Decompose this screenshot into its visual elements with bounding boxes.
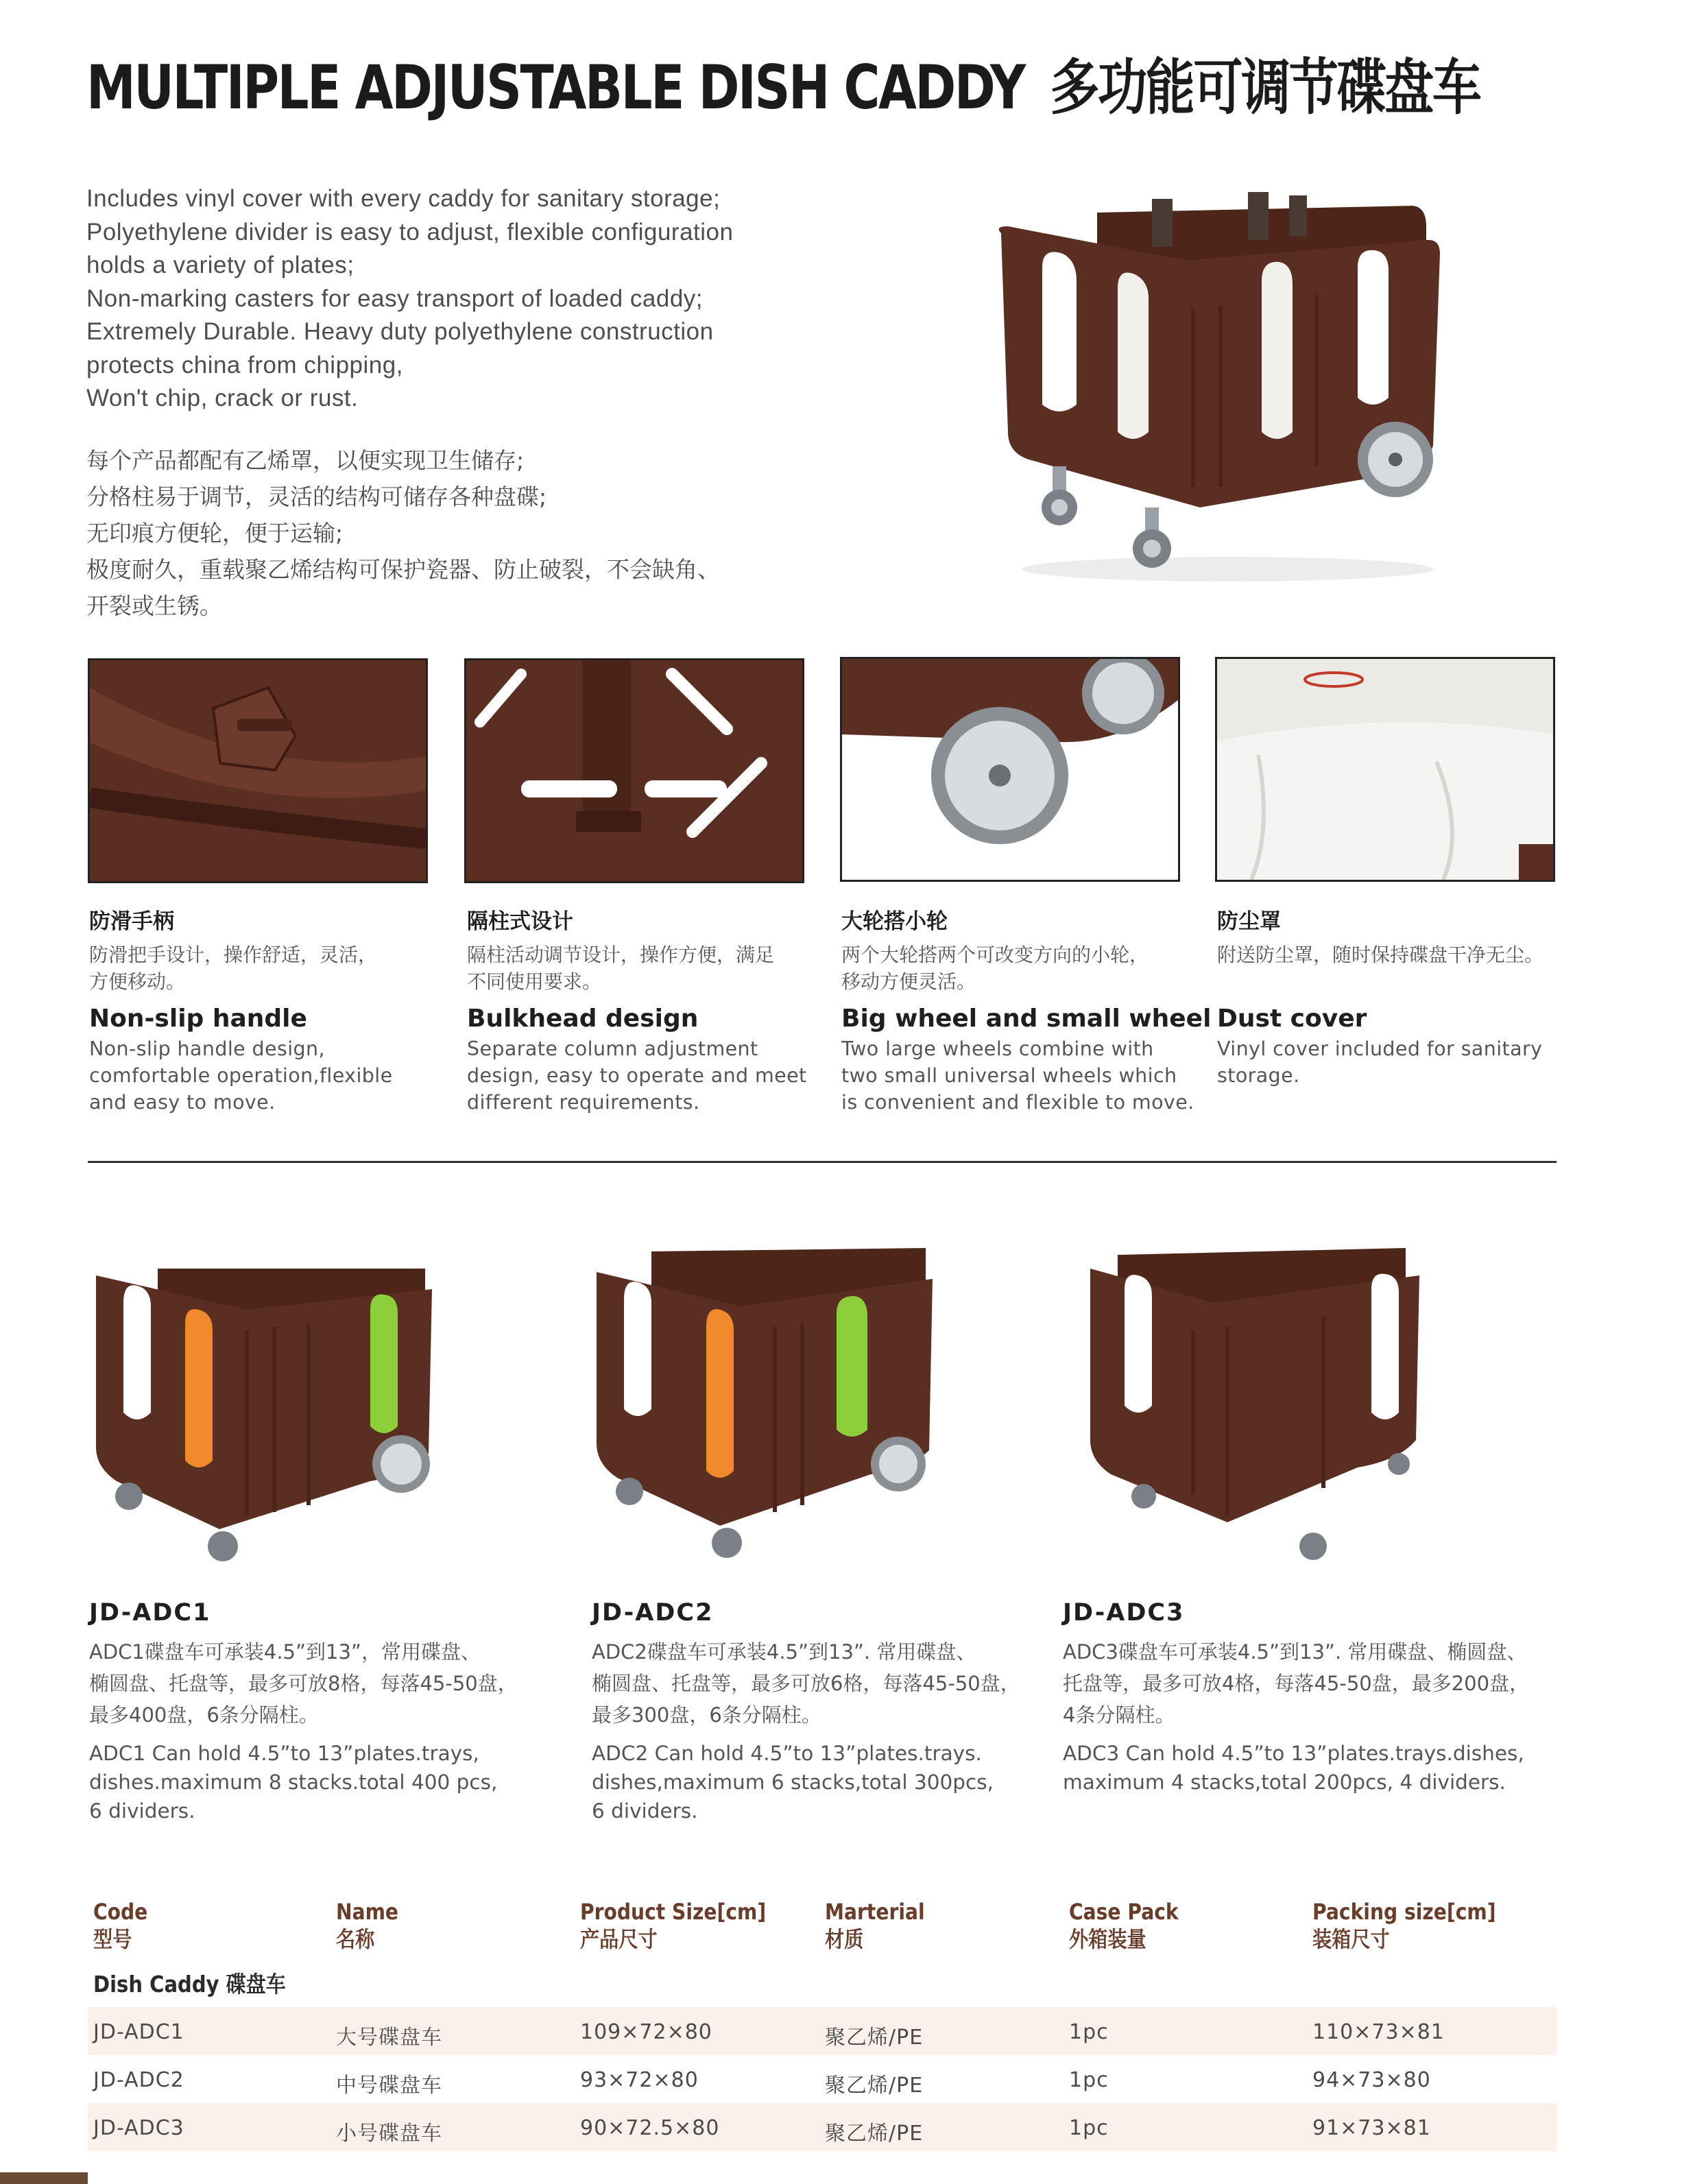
cell-case-pack: 1pc <box>1069 2068 1109 2092</box>
feature-title-cn: 防尘罩 <box>1217 909 1281 934</box>
model-desc-cn <box>592 1636 1085 1731</box>
feature-title-en: Dust cover <box>1217 1005 1367 1033</box>
cell-name: 小号碟盘车 <box>336 2122 442 2146</box>
cell-material: 聚乙烯/PE <box>825 2026 924 2050</box>
desc-line: 两个大轮搭两个可改变方向的小轮， <box>841 944 1149 966</box>
th-material <box>825 1898 925 1953</box>
desc-line: 椭圆盘、托盘等，最多可放6格，每落45-50盘， <box>592 1672 1020 1695</box>
desc-line: 托盘等，最多可放4格，每落45-50盘，最多200盘， <box>1063 1672 1530 1695</box>
feature-title-cn: 大轮搭小轮 <box>841 909 948 934</box>
model-desc-en <box>1063 1739 1577 1797</box>
desc-line: dishes.maximum 8 stacks.total 400 pcs, <box>89 1771 498 1794</box>
desc-line: storage. <box>1217 1064 1300 1087</box>
model-adc1 <box>89 1599 583 1825</box>
feature-dust-cover <box>1217 904 1574 1089</box>
cell-case-pack: 1pc <box>1069 2020 1109 2044</box>
desc-line: Separate column adjustment <box>467 1037 758 1060</box>
intro-chinese <box>86 442 854 624</box>
desc-line: maximum 4 stacks,total 200pcs, 4 dividers. <box>1063 1771 1506 1794</box>
desc-line: 6 dividers. <box>89 1799 195 1823</box>
th-name <box>336 1898 398 1953</box>
model-desc-cn <box>1063 1636 1577 1731</box>
model-adc3 <box>1063 1599 1577 1797</box>
feature-title-en: Bulkhead design <box>467 1005 699 1033</box>
model-adc3-image <box>1077 1234 1433 1563</box>
cell-case-pack: 1pc <box>1069 2116 1109 2140</box>
desc-line: 最多300盘，6条分隔柱。 <box>592 1703 821 1727</box>
desc-line: 最多400盘，6条分隔柱。 <box>89 1703 319 1727</box>
table-row <box>88 2103 1557 2151</box>
feature-desc-en <box>89 1035 446 1116</box>
desc-line: Vinyl cover included for sanitary <box>1217 1037 1543 1060</box>
cell-material: 聚乙烯/PE <box>825 2074 924 2098</box>
desc-line: 隔柱活动调节设计，操作方便，满足 <box>467 944 775 966</box>
feature-desc-en <box>841 1035 1212 1116</box>
th-cn: 名称 <box>336 1926 375 1952</box>
model-code: JD-ADC1 <box>89 1599 211 1627</box>
dust-cover-photo <box>1215 657 1555 882</box>
desc-line: ADC1碟盘车可承装4.5”到13”，常用碟盘、 <box>89 1640 481 1664</box>
th-en: Code <box>93 1899 148 1925</box>
desc-line: comfortable operation,flexible <box>89 1064 393 1087</box>
cell-name: 中号碟盘车 <box>336 2074 442 2098</box>
desc-line: ADC3 Can hold 4.5”to 13”plates.trays.dishes, <box>1063 1742 1524 1765</box>
desc-line: Non-slip handle design, <box>89 1037 325 1060</box>
intro-en-line: Won't chip, crack or rust. <box>86 385 359 411</box>
desc-line: 方便移动。 <box>89 970 186 993</box>
handle-photo <box>88 658 428 883</box>
intro-cn-line: 每个产品都配有乙烯罩，以便实现卫生储存; <box>86 447 525 474</box>
model-code: JD-ADC3 <box>1063 1599 1185 1627</box>
th-cn: 材质 <box>825 1926 864 1952</box>
th-cn: 产品尺寸 <box>580 1926 658 1952</box>
desc-line: 附送防尘罩，随时保持碟盘干净无尘。 <box>1217 944 1544 966</box>
cell-product-size: 90×72.5×80 <box>580 2116 720 2140</box>
model-desc-en <box>592 1739 1085 1825</box>
page-title <box>86 40 1480 126</box>
table-row <box>88 2055 1557 2103</box>
page-corner-mark <box>0 2172 88 2184</box>
desc-line: 移动方便灵活。 <box>841 970 976 993</box>
cell-product-size: 109×72×80 <box>580 2020 712 2044</box>
th-cn: 装箱尺寸 <box>1312 1926 1390 1952</box>
desc-line: is convenient and flexible to move. <box>841 1091 1194 1114</box>
feature-handle <box>89 904 446 1116</box>
feature-title-cn: 隔柱式设计 <box>467 909 573 934</box>
cell-name: 大号碟盘车 <box>336 2026 442 2050</box>
desc-line: 椭圆盘、托盘等，最多可放8格，每落45-50盘， <box>89 1672 518 1695</box>
feature-desc-cn <box>89 941 446 995</box>
desc-line: two small universal wheels which <box>841 1064 1177 1087</box>
feature-desc-cn <box>467 941 824 995</box>
title-cn: 多功能可调节碟盘车 <box>1050 52 1480 123</box>
desc-line: different requirements. <box>467 1091 700 1114</box>
feature-title-en: Non-slip handle <box>89 1005 307 1033</box>
desc-line: dishes,maximum 6 stacks,total 300pcs, <box>592 1771 994 1794</box>
desc-line: 防滑把手设计，操作舒适，灵活， <box>89 944 378 966</box>
section-divider <box>88 1161 1557 1163</box>
feature-title-en: Big wheel and small wheel <box>841 1005 1212 1033</box>
feature-desc-cn <box>841 941 1212 995</box>
cell-packing-size: 91×73×81 <box>1312 2116 1431 2140</box>
spec-table-header <box>0 1898 1682 1960</box>
feature-bulkhead <box>467 904 824 1116</box>
desc-line: 4条分隔柱。 <box>1063 1703 1175 1727</box>
cell-code: JD-ADC2 <box>93 2068 184 2092</box>
th-cn: 型号 <box>93 1926 132 1952</box>
th-en: Marterial <box>825 1899 925 1925</box>
hero-caddy-image <box>987 185 1467 590</box>
th-en: Case Pack <box>1069 1899 1179 1925</box>
desc-line: and easy to move. <box>89 1091 276 1114</box>
cell-packing-size: 110×73×81 <box>1312 2020 1445 2044</box>
th-en: Packing size[cm] <box>1312 1899 1496 1925</box>
intro-en-line: Extremely Durable. Heavy duty polyethylene construction <box>86 318 714 345</box>
model-adc1-image <box>82 1241 439 1563</box>
th-cn: 外箱装量 <box>1069 1926 1146 1952</box>
intro-en-line: protects china from chipping, <box>86 351 403 379</box>
feature-desc-cn <box>1217 941 1574 995</box>
feature-desc-en <box>1217 1035 1574 1089</box>
desc-line: 6 dividers. <box>592 1799 698 1823</box>
cell-product-size: 93×72×80 <box>580 2068 699 2092</box>
intro-en-line: Polyethylene divider is easy to adjust, flexible configuration <box>86 218 734 245</box>
model-desc-en <box>89 1739 583 1825</box>
table-group-label: Dish Caddy 碟盘车 <box>93 1971 286 1997</box>
intro-cn-line: 分格柱易于调节，灵活的结构可储存各种盘碟; <box>86 483 547 510</box>
desc-line: design, easy to operate and meet <box>467 1064 807 1087</box>
model-desc-cn <box>89 1636 583 1731</box>
desc-line: 不同使用要求。 <box>467 970 602 993</box>
desc-line: ADC1 Can hold 4.5”to 13”plates.trays, <box>89 1742 479 1765</box>
intro-en-line: Non-marking casters for easy transport of loaded caddy; <box>86 285 704 312</box>
feature-title-cn: 防滑手柄 <box>89 909 174 934</box>
wheel-photo <box>840 657 1180 882</box>
desc-line: ADC3碟盘车可承装4.5”到13”. 常用碟盘、椭圆盘、 <box>1063 1640 1527 1664</box>
th-case-pack <box>1069 1898 1179 1953</box>
table-row <box>88 2007 1557 2055</box>
th-packing-size <box>1312 1898 1496 1953</box>
th-product-size <box>580 1898 766 1953</box>
cell-material: 聚乙烯/PE <box>825 2122 924 2146</box>
th-en: Product Size[cm] <box>580 1899 767 1925</box>
intro-en-line: holds a variety of plates; <box>86 252 355 278</box>
cell-code: JD-ADC3 <box>93 2116 184 2140</box>
intro-en-line: Includes vinyl cover with every caddy for sanitary storage; <box>86 185 721 212</box>
feature-wheels <box>841 904 1212 1116</box>
intro-cn-line: 极度耐久，重载聚乙烯结构可保护瓷器、防止破裂，不会缺角、 <box>86 556 720 583</box>
cell-code: JD-ADC1 <box>93 2020 184 2044</box>
model-adc2 <box>592 1599 1085 1825</box>
intro-cn-line: 开裂或生锈。 <box>86 592 222 619</box>
model-adc2-image <box>583 1231 939 1560</box>
title-en: MULTIPLE ADJUSTABLE DISH CADDY <box>86 52 1024 123</box>
intro-english <box>86 182 854 416</box>
desc-line: ADC2 Can hold 4.5”to 13”plates.trays. <box>592 1742 982 1765</box>
model-code: JD-ADC2 <box>592 1599 714 1627</box>
th-en: Name <box>336 1899 399 1925</box>
th-code <box>93 1898 147 1953</box>
desc-line: ADC2碟盘车可承装4.5”到13”. 常用碟盘、 <box>592 1640 976 1664</box>
feature-desc-en <box>467 1035 824 1116</box>
desc-line: Two large wheels combine with <box>841 1037 1154 1060</box>
cell-packing-size: 94×73×80 <box>1312 2068 1431 2092</box>
bulkhead-photo <box>464 658 804 883</box>
intro-cn-line: 无印痕方便轮，便于运输; <box>86 520 344 547</box>
